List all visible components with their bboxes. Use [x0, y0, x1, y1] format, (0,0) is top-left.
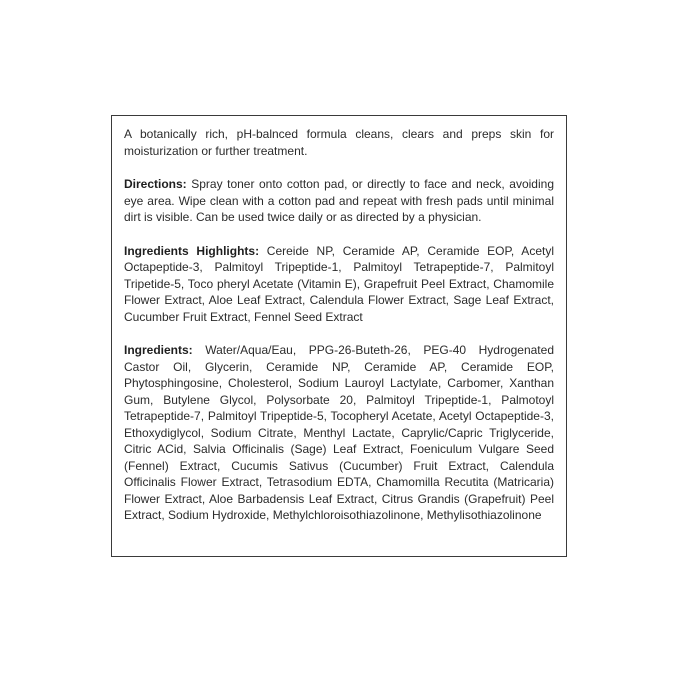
product-info-panel [111, 115, 567, 557]
highlights-text: Cereide NP, Ceramide AP, Ceramide EOP, Acetyl Octapeptide-3, Palmitoyl Tripeptide-1, Palmitoyl Tetrapeptide-7, Palmitoyl Tripetide-5, Toco pheryl Acetate (Vitamin E), Grapefruit Peel Extract, Chamomile Flower Extract, Aloe Leaf Extract, Calendula Flower Extract, Sage Leaf Extract, Cucumber Fruit Extract, Fennel Seed Extract [124, 243, 554, 324]
directions-paragraph [124, 176, 554, 226]
ingredients-label: Ingredients: [124, 343, 193, 357]
highlights-paragraph [124, 243, 554, 326]
highlights-label: Ingredients Highlights: [124, 243, 260, 258]
directions-label: Directions: [124, 177, 187, 191]
intro-text: A botanically rich, pH-balnced formula cleans, clears and preps skin for moisturization or further treatment. [124, 127, 554, 158]
directions-text: Spray toner onto cotton pad, or directly to face and neck, avoiding eye area. Wipe clean with a cotton pad and repeat with fresh pads until minimal dirt is visible. Can be used twice daily or as directed by a physician. [124, 177, 554, 224]
ingredients-paragraph [124, 342, 554, 524]
ingredients-text: Water/Aqua/Eau, PPG-26-Buteth-26, PEG-40 Hydrogenated Castor Oil, Glycerin, Ceramide NP, Ceramide AP, Ceramide EOP, Phytosphingosine, Cholesterol, Sodium Lauroyl Lactylate, Carbomer, Xanthan Gum, Butylene Glycol, Polysorbate 20, Palmitoyl Tripeptide-1, Palmotoyl Tetrapeptide-7, Palmitoyl Tripeptide-5, Tocopheryl Acetate, Acetyl Octapeptide-3, Ethoxydiglycol, Sodium Citrate, Menthyl Lactate, Caprylic/Capric Triglyceride, Citric ACid, Salvia Officinalis (Sage) Leaf Extract, Foeniculum Vulgare Seed (Fennel) Extract, Cucumis Sativus (Cucumber) Fruit Extract, Calendula Officinalis Flower Extract, Tetrasodium EDTA, Chamomilla Recutita (Matricaria) Flower Extract, Aloe Barbadensis Leaf Extract, Citrus Grandis (Grapefruit) Peel Extract, Sodium Hydroxide, Methylchloroisothiazolinone, Methylisothiazolinone [124, 343, 554, 522]
intro-paragraph [124, 126, 554, 159]
